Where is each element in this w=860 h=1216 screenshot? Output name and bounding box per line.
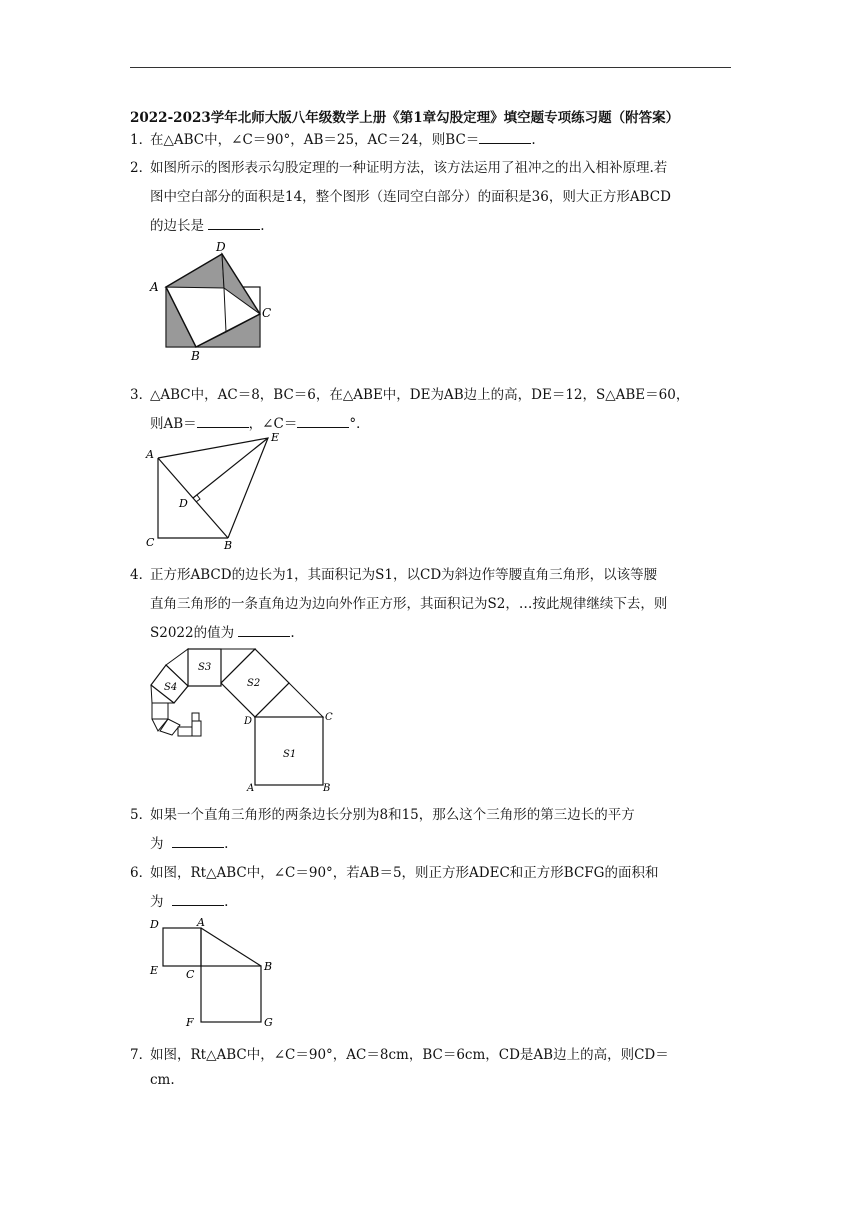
q4-line-3 <box>150 621 295 641</box>
q4-spiral-4 <box>160 719 180 735</box>
q7-number: 7． <box>130 1047 153 1063</box>
q5-text-1: 如果一个直角三角形的两条边长分别为8和15，那么这个三角形的第三边长的平方 <box>150 807 635 823</box>
q2-text-3: 的边长是 <box>150 218 204 234</box>
q4-line-1 <box>130 563 657 583</box>
q2-line-2: 图中空白部分的面积是14，整个图形（连同空白部分）的面积是36，则大正方形ABCD <box>150 189 671 205</box>
q4-label-d: D <box>244 716 253 727</box>
q3-segment-de <box>193 438 268 498</box>
q6-label-f: F <box>186 1016 194 1029</box>
q5-line-1 <box>130 803 635 823</box>
q3-text-2b: ，∠C＝ <box>248 416 298 432</box>
q4-spiral-7 <box>192 713 199 721</box>
q4-text-3: S2022的值为 <box>150 625 235 641</box>
q5-line-2 <box>150 832 228 852</box>
q3-number: 3． <box>130 387 153 403</box>
q6-figure <box>140 912 290 1032</box>
q6-square-adec <box>163 928 201 966</box>
q1-line <box>130 128 536 148</box>
q6-hypotenuse-ab <box>201 928 261 966</box>
q4-spiral-6 <box>192 721 201 736</box>
q6-number: 6． <box>130 865 153 881</box>
q4-text-1: 正方形ABCD的边长为1，其面积记为S1，以CD为斜边作等腰直角三角形，以该等腰 <box>150 567 658 583</box>
q4-end: . <box>290 625 295 641</box>
q6-label-c: C <box>186 968 195 981</box>
q2-number: 2． <box>130 160 153 176</box>
q6-label-d: D <box>150 918 159 931</box>
q6-line-2 <box>150 890 228 910</box>
q3-label-b: B <box>224 539 233 552</box>
q5-blank[interactable] <box>172 837 224 848</box>
q4-label-s4: S4 <box>164 682 178 693</box>
q3-right-angle-mark <box>196 495 200 502</box>
q2-label-b: B <box>191 349 200 363</box>
q4-label-b: B <box>323 783 331 793</box>
q3-label-a: A <box>146 448 154 461</box>
q2-line-3 <box>150 214 265 234</box>
q1-text: 在△ABC中，∠C＝90°，AB＝25，AC＝24，则BC＝ <box>150 132 480 148</box>
q7-line-1 <box>130 1043 669 1063</box>
q7-text-1: 如图，Rt△ABC中，∠C＝90°，AC＝8cm，BC＝6cm，CD是AB边上的高，则CD＝ <box>150 1047 669 1063</box>
q6-square-bcfg <box>201 966 261 1022</box>
q4-spiral-3 <box>152 719 168 731</box>
q3-label-c: C <box>146 536 155 549</box>
q1-number: 1． <box>130 132 153 148</box>
q2-end: . <box>260 218 265 234</box>
q6-end: . <box>224 894 229 910</box>
q3-triangle-abe <box>158 438 268 538</box>
q4-number: 4． <box>130 567 153 583</box>
q3-blank-ab[interactable] <box>197 417 249 428</box>
q3-text-1: △ABC中，AC＝8，BC＝6，在△ABE中，DE为AB边上的高，DE＝12，S△ABE＝60， <box>150 387 690 403</box>
q4-label-a: A <box>247 783 255 793</box>
q4-label-s1: S1 <box>283 749 297 760</box>
q2-text-1: 如图所示的图形表示勾股定理的一种证明方法，该方法运用了祖冲之的出入相补原理.若 <box>150 160 668 176</box>
q4-spiral-5 <box>178 727 192 736</box>
q3-label-e: E <box>271 431 280 444</box>
q4-label-s2: S2 <box>247 678 261 689</box>
q6-label-a: A <box>197 916 205 929</box>
q3-line-1 <box>130 383 689 403</box>
q5-text-2: 为 <box>150 836 164 852</box>
q6-blank[interactable] <box>172 895 224 906</box>
q6-text-1: 如图，Rt△ABC中，∠C＝90°，若AB＝5，则正方形ADEC和正方形BCFG的面积和 <box>150 865 659 881</box>
q3-blank-c[interactable] <box>297 417 349 428</box>
header-rule <box>130 67 731 68</box>
q2-blank[interactable] <box>208 219 260 230</box>
doc-title: 2022-2023学年北师大版八年级数学上册《第1章勾股定理》填空题专项练习题（附答案） <box>130 110 680 126</box>
q4-spiral-2 <box>152 703 168 719</box>
q4-line-2: 直角三角形的一条直角边为边向外作正方形，其面积记为S2，…按此规律继续下去，则 <box>150 596 668 612</box>
q4-figure <box>140 645 340 793</box>
q4-label-c: C <box>325 712 333 723</box>
q5-number: 5． <box>130 807 153 823</box>
q1-end: . <box>531 132 536 148</box>
q3-text-2c: °． <box>349 416 370 432</box>
q4-label-s3: S3 <box>198 662 212 673</box>
q6-label-b: B <box>264 960 273 973</box>
q5-end: . <box>224 836 229 852</box>
q3-figure <box>140 428 290 553</box>
q4-triangle-1 <box>255 683 323 717</box>
q2-figure <box>140 238 280 363</box>
q2-label-a: A <box>150 280 159 294</box>
q4-blank[interactable] <box>238 626 290 637</box>
q1-blank[interactable] <box>479 133 531 144</box>
q7-line-2: cm. <box>150 1072 175 1088</box>
q3-label-d: D <box>179 497 188 510</box>
q2-label-d: D <box>216 240 226 254</box>
q6-line-1 <box>130 861 658 881</box>
q2-label-c: C <box>262 306 272 320</box>
q6-label-g: G <box>264 1016 273 1029</box>
q6-text-2: 为 <box>150 894 164 910</box>
q2-line-1 <box>130 156 667 176</box>
q2-shade-top <box>166 254 224 288</box>
q3-text-2a: 则AB＝ <box>150 416 197 432</box>
q6-label-e: E <box>150 964 159 977</box>
